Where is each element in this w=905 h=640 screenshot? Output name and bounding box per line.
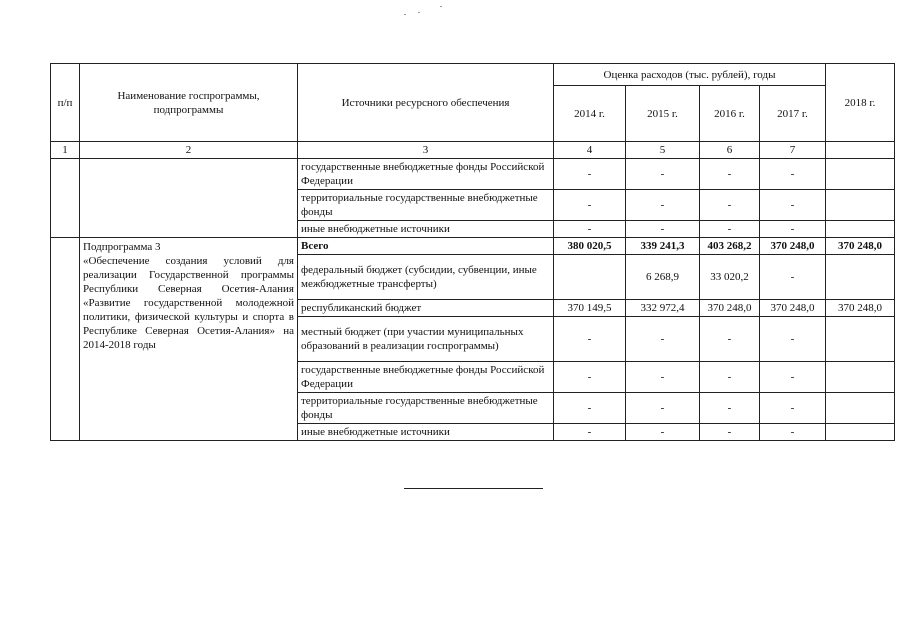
value-cell: - <box>760 255 826 300</box>
value-cell <box>826 362 895 393</box>
value-cell: - <box>700 221 760 238</box>
value-cell: 370 248,0 <box>700 300 760 317</box>
value-cell: 370 248,0 <box>826 238 895 255</box>
value-cell: - <box>760 190 826 221</box>
value-cell <box>826 221 895 238</box>
value-cell: - <box>760 424 826 441</box>
value-cell <box>554 255 626 300</box>
value-cell: - <box>700 393 760 424</box>
value-cell: - <box>626 221 700 238</box>
col-number: 1 <box>51 142 80 159</box>
value-cell: - <box>700 424 760 441</box>
value-cell: - <box>626 159 700 190</box>
value-cell: 370 248,0 <box>760 300 826 317</box>
value-cell: 339 241,3 <box>626 238 700 255</box>
header-num: п/п <box>51 64 80 142</box>
value-cell: 370 248,0 <box>826 300 895 317</box>
value-cell <box>826 393 895 424</box>
value-cell: - <box>626 393 700 424</box>
source-label: местный бюджет (при участии муниципальных образований в реализации госпрограммы) <box>298 317 554 362</box>
value-cell: - <box>626 424 700 441</box>
header-year-2017: 2017 г. <box>760 86 826 142</box>
empty-cell <box>80 159 298 238</box>
value-cell: - <box>626 190 700 221</box>
value-cell: 380 020,5 <box>554 238 626 255</box>
header-program-name: Наименование госпрограммы, подпрограммы <box>80 64 298 142</box>
col-number: 3 <box>298 142 554 159</box>
source-label: иные внебюджетные источники <box>298 221 554 238</box>
source-label: федеральный бюджет (субсидии, субвенции, иные межбюджетные трансферты) <box>298 255 554 300</box>
header-year-2014: 2014 г. <box>554 86 626 142</box>
header-sources: Источники ресурсного обеспечения <box>298 64 554 142</box>
value-cell: - <box>626 317 700 362</box>
value-cell <box>826 159 895 190</box>
source-label: республиканский бюджет <box>298 300 554 317</box>
source-label: иные внебюджетные источники <box>298 424 554 441</box>
value-cell: 370 149,5 <box>554 300 626 317</box>
subprogram-label: Подпрограмма 3 <box>83 241 161 253</box>
source-label: Всего <box>298 238 554 255</box>
value-cell: - <box>626 362 700 393</box>
value-cell: - <box>554 159 626 190</box>
value-cell: - <box>554 190 626 221</box>
col-number: 7 <box>760 142 826 159</box>
value-cell: - <box>554 221 626 238</box>
source-label: территориальные государственные внебюджетные фонды <box>298 190 554 221</box>
table-row <box>51 238 895 255</box>
source-label: государственные внебюджетные фонды Российской Федерации <box>298 362 554 393</box>
header-year-2016: 2016 г. <box>700 86 760 142</box>
empty-cell <box>51 159 80 238</box>
col-number: 2 <box>80 142 298 159</box>
value-cell: - <box>554 362 626 393</box>
value-cell: - <box>700 159 760 190</box>
value-cell <box>826 190 895 221</box>
header-year-2018: 2018 г. <box>826 64 895 142</box>
empty-cell <box>51 238 80 441</box>
col-number: 6 <box>700 142 760 159</box>
value-cell: - <box>760 362 826 393</box>
value-cell: - <box>554 424 626 441</box>
budget-table <box>50 63 895 441</box>
value-cell: - <box>760 317 826 362</box>
value-cell <box>826 317 895 362</box>
value-cell: 33 020,2 <box>700 255 760 300</box>
subprogram-title-cell <box>80 238 298 441</box>
value-cell: - <box>760 393 826 424</box>
col-number <box>826 142 895 159</box>
value-cell: - <box>700 317 760 362</box>
value-cell: - <box>760 159 826 190</box>
value-cell: - <box>554 393 626 424</box>
source-label: территориальные государственные внебюджетные фонды <box>298 393 554 424</box>
footnote-divider <box>404 488 543 489</box>
col-number: 4 <box>554 142 626 159</box>
subprogram-title: «Обеспечение создания условий для реализации Государственной программы Республики Северная Осетия-Алания «Развитие государственной молодежной политики, физической культуры и спорта в Республике Северная Осетия-Алания» на 2014-2018 годы <box>83 255 294 351</box>
value-cell <box>826 424 895 441</box>
column-numbers-row <box>51 142 895 159</box>
value-cell: - <box>700 190 760 221</box>
header-estimate: Оценка расходов (тыс. рублей), годы <box>554 64 826 86</box>
header-year-2015: 2015 г. <box>626 86 700 142</box>
value-cell: 403 268,2 <box>700 238 760 255</box>
value-cell: 6 268,9 <box>626 255 700 300</box>
table-row <box>51 159 895 190</box>
value-cell: 370 248,0 <box>760 238 826 255</box>
value-cell: 332 972,4 <box>626 300 700 317</box>
source-label: государственные внебюджетные фонды Российской Федерации <box>298 159 554 190</box>
value-cell: - <box>760 221 826 238</box>
col-number: 5 <box>626 142 700 159</box>
value-cell <box>826 255 895 300</box>
value-cell: - <box>700 362 760 393</box>
value-cell: - <box>554 317 626 362</box>
